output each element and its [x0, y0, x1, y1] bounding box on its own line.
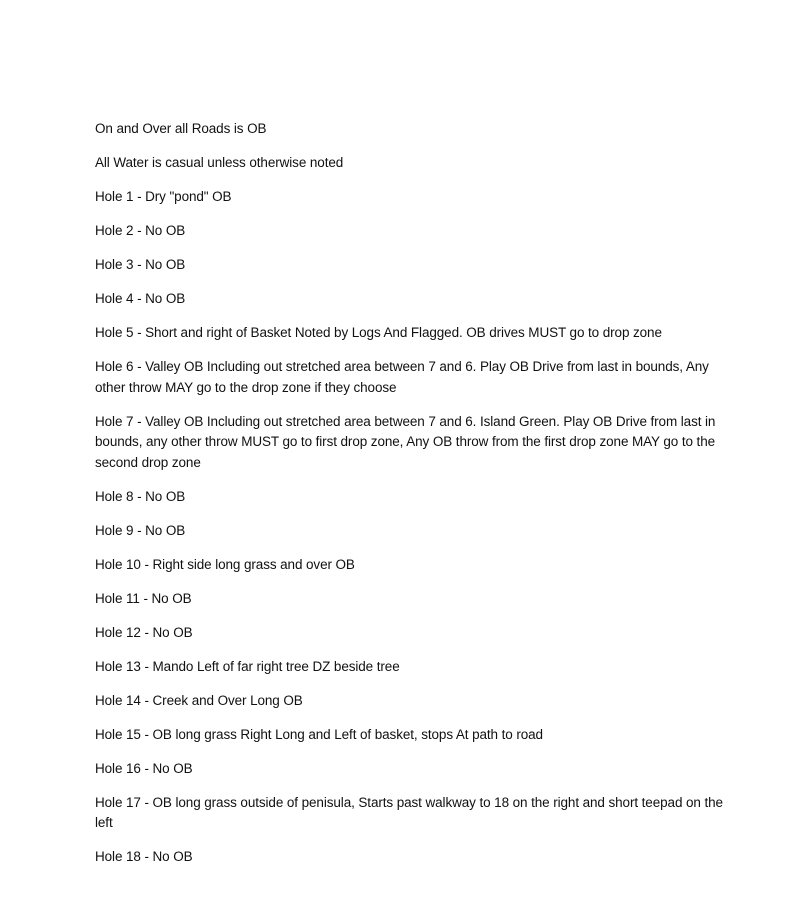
rule-hole-11: Hole 11 - No OB: [95, 590, 192, 606]
rule-hole-17: Hole 17 - OB long grass outside of penisula, Starts past walkway to 18 on the right and short teepad on the left: [95, 794, 723, 830]
rule-hole-14: Hole 14 - Creek and Over Long OB: [95, 692, 303, 708]
rule-hole-5: Hole 5 - Short and right of Basket Noted by Logs And Flagged. OB drives MUST go to drop zone: [95, 325, 662, 340]
rule-hole-8: Hole 8 - No OB: [95, 488, 186, 504]
rule-hole-3: Hole 3 - No OB: [95, 257, 186, 272]
rule-hole-6: Hole 6 - Valley OB Including out stretched area between 7 and 6. Play OB Drive from last in bounds, Any other throw MAY go to the drop zone if they choose: [95, 359, 709, 395]
rule-hole-15: Hole 15 - OB long grass Right Long and Left of basket, stops At path to road: [95, 726, 543, 742]
rule-hole-18: Hole 18 - No OB: [95, 849, 193, 864]
rule-hole-9: Hole 9 - No OB: [95, 522, 186, 538]
rule-hole-2: Hole 2 - No OB: [95, 223, 186, 238]
rule-water: All Water is casual unless otherwise noted: [95, 155, 344, 170]
document-page: [95, 119, 725, 881]
rule-hole-16: Hole 16 - No OB: [95, 760, 193, 776]
rule-hole-7: Hole 7 - Valley OB Including out stretched area between 7 and 6. Island Green. Play OB Drive from last in bounds, any other throw MUST go to first drop zone, Any OB throw from the first drop zone MAY go to the second drop zone: [95, 413, 716, 470]
rule-hole-10: Hole 10 - Right side long grass and over OB: [95, 556, 355, 572]
rule-hole-1: Hole 1 - Dry "pond" OB: [95, 189, 232, 204]
rule-hole-4: Hole 4 - No OB: [95, 291, 186, 306]
rule-hole-12: Hole 12 - No OB: [95, 624, 193, 640]
rule-roads: On and Over all Roads is OB: [95, 121, 267, 136]
rule-hole-13: Hole 13 - Mando Left of far right tree DZ beside tree: [95, 658, 400, 674]
